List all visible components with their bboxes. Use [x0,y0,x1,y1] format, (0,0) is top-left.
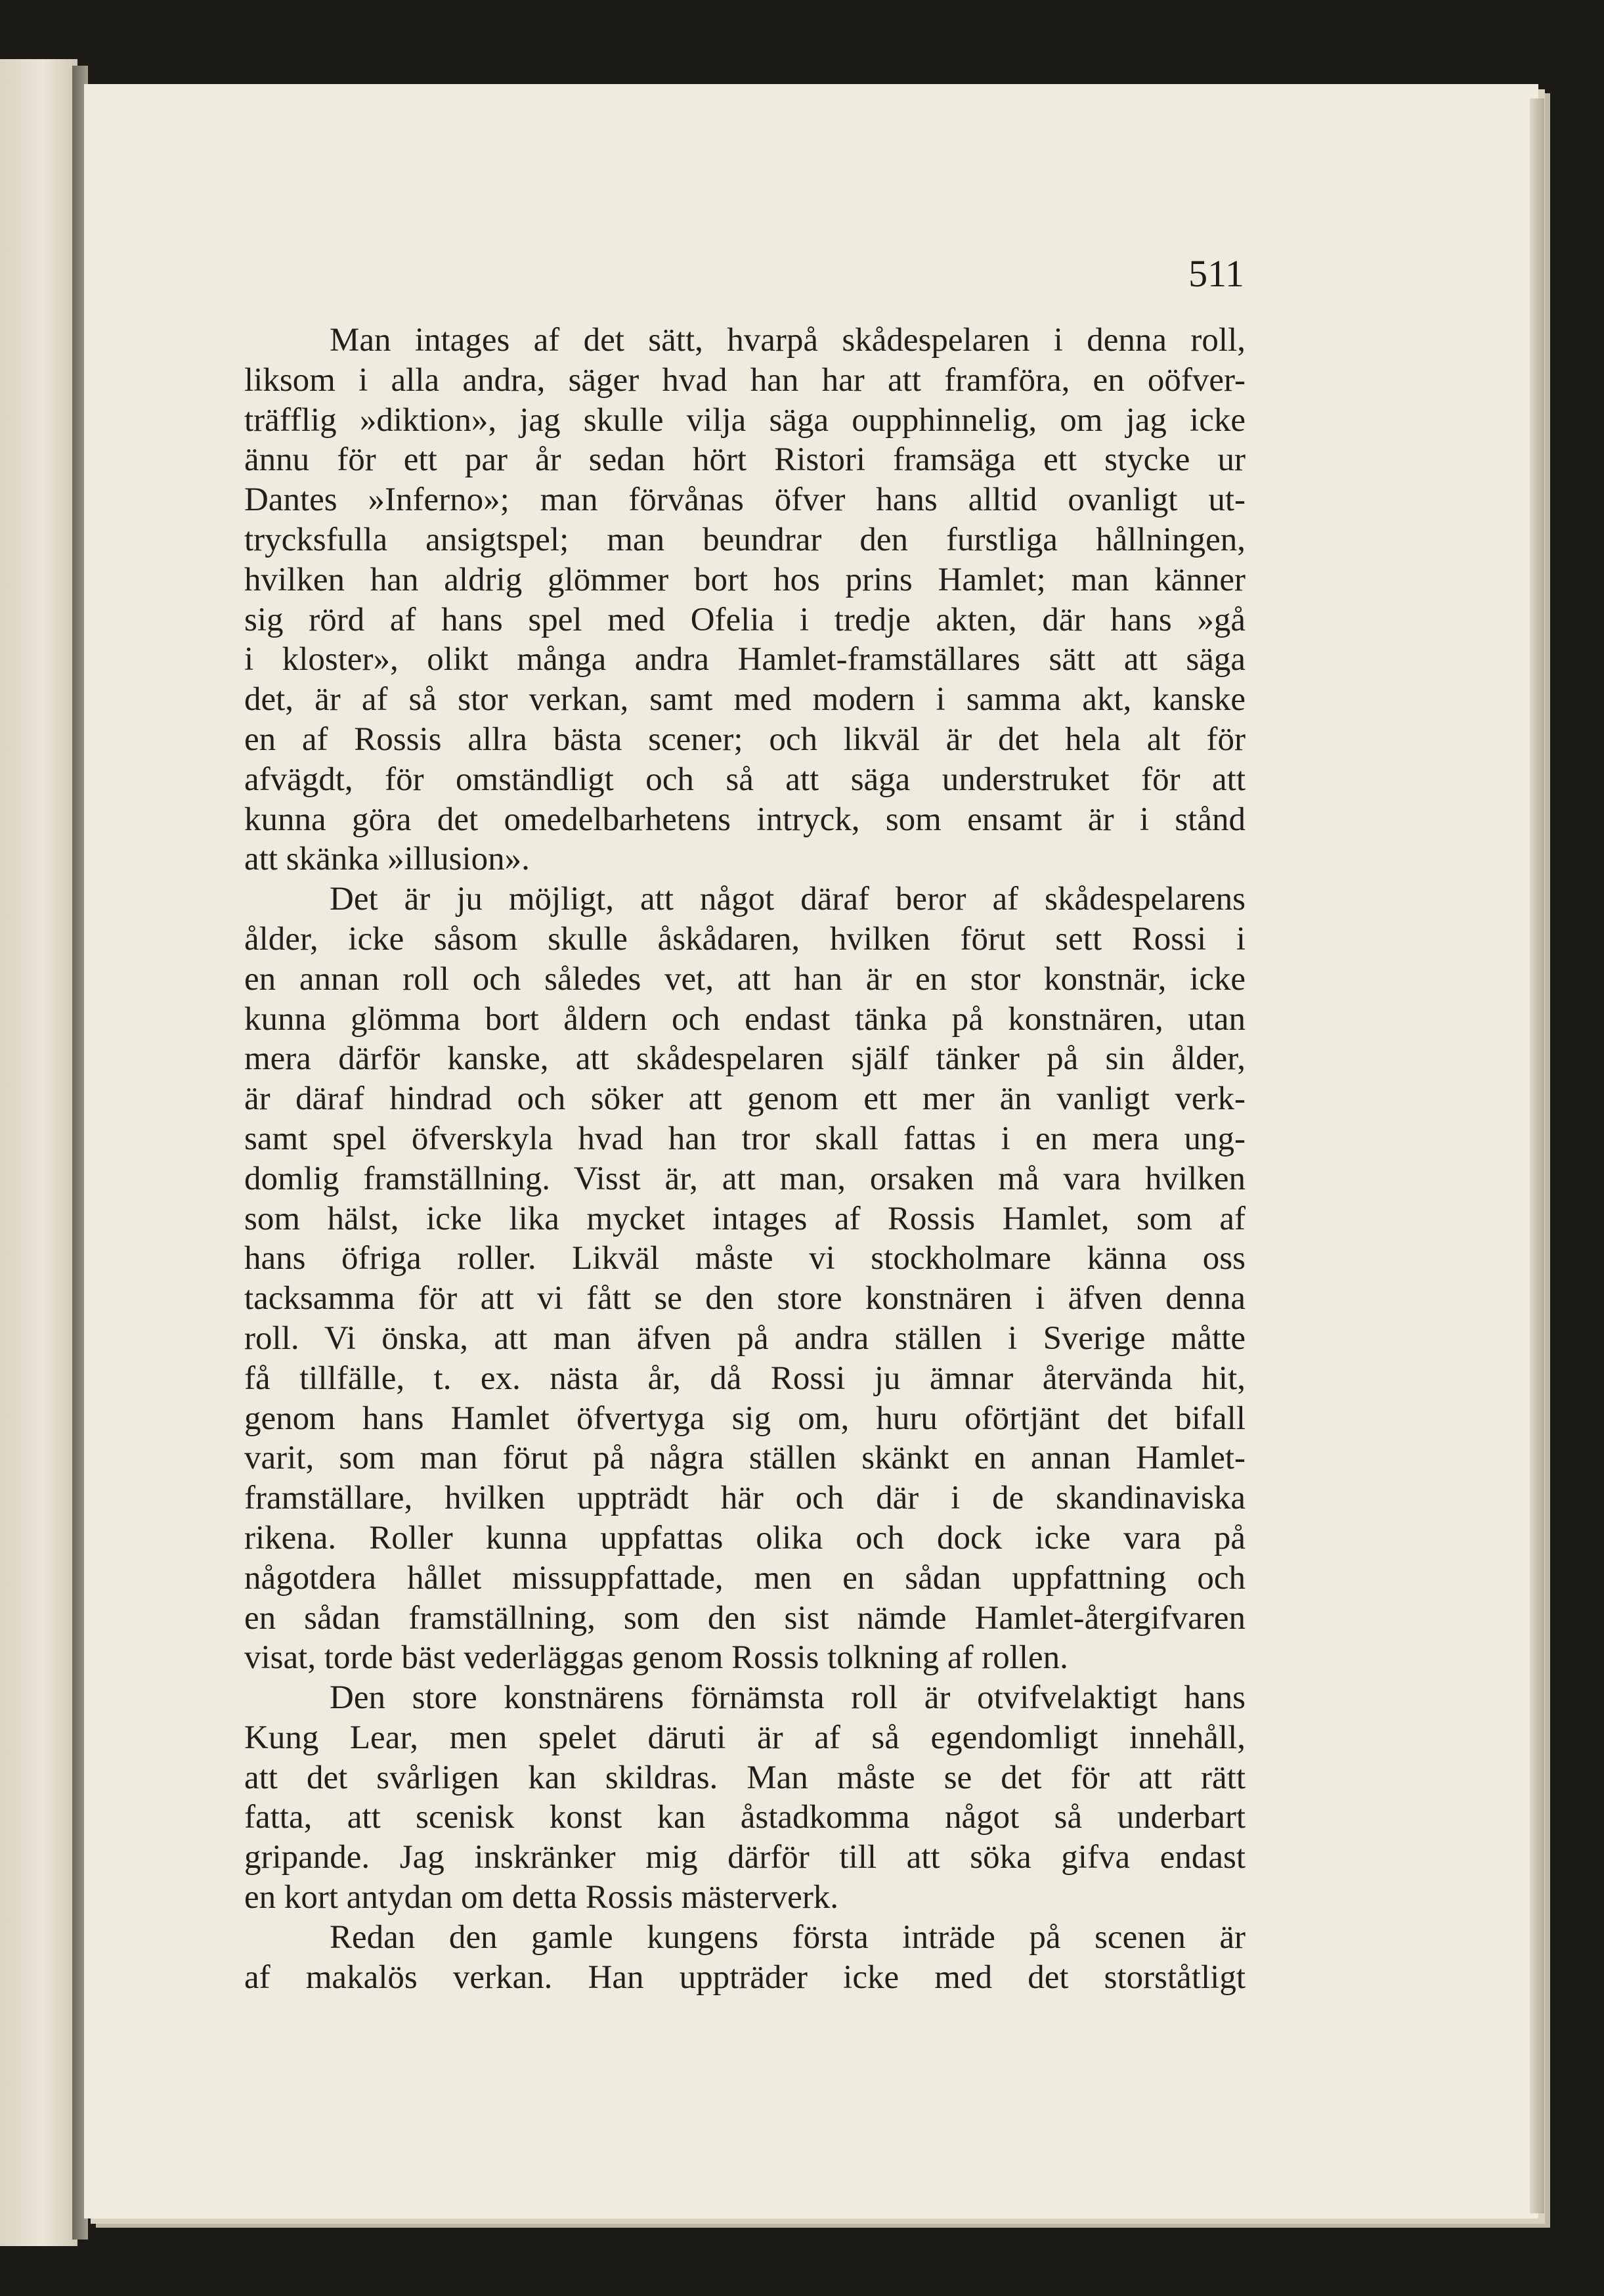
text-line: domlig framställning. Visst är, att man, orsaken må vara hvilken [244,1160,1246,1197]
text-line: Redan den gamle kungens första inträde på scenen är [330,1918,1246,1956]
text-line: Man intages af det sätt, hvarpå skådespelaren i denna roll, [330,322,1246,359]
text-line: att skänka »illusion». [244,841,530,878]
text-line: en sådan framställning, som den sist nämde Hamlet-återgifvaren [244,1599,1246,1637]
text-line: Kung Lear, men spelet däruti är af så egendomligt innehåll, [244,1719,1246,1756]
text-line: hvilken han aldrig glömmer bort hos prins Hamlet; man känner [244,561,1246,598]
text-line: som hälst, icke lika mycket intages af Rossis Hamlet, som af [244,1200,1246,1237]
text-line: Den store konstnärens förnämsta roll är otvifvelaktigt hans [330,1679,1246,1717]
text-line: tacksamma för att vi fått se den store konstnären i äfven denna [244,1280,1246,1317]
text-line: är däraf hindrad och söker att genom ett mer än vanligt verk- [244,1080,1246,1118]
text-line: liksom i alla andra, säger hvad han har att framföra, en oöfver- [244,361,1246,399]
text-line: att det svårligen kan skildras. Man måste se det för att rätt [244,1759,1246,1796]
text-line: sig rörd af hans spel med Ofelia i tredje akten, där hans »gå [244,601,1246,638]
text-line: roll. Vi önska, att man äfven på andra ställen i Sverige måtte [244,1319,1246,1357]
text-line: en kort antydan om detta Rossis mästerverk. [244,1879,839,1916]
text-line: framställare, hvilken uppträdt här och där i de skandinaviska [244,1480,1246,1517]
text-line: afvägdt, för omständligt och så att säga understruket för att [244,761,1246,798]
text-line: en af Rossis allra bästa scener; och likväl är det hela alt för [244,720,1246,758]
text-line: kunna göra det omedelbarhetens intryck, som ensamt är i stånd [244,801,1246,838]
text-line: samt spel öfverskyla hvad han tror skall fattas i en mera ung- [244,1120,1246,1157]
body-text [244,320,1246,1997]
text-line: genom hans Hamlet öfvertyga sig om, huru oförtjänt det bifall [244,1400,1246,1437]
text-line: af makalös verkan. Han uppträder icke med det storståtligt [244,1958,1246,1996]
text-line: ålder, icke såsom skulle åskådaren, hvilken förut sett Rossi i [244,920,1246,958]
text-line: fatta, att scenisk konst kan åstadkomma något så underbart [244,1799,1246,1836]
text-line: Dantes »Inferno»; man förvånas öfver hans alltid ovanligt ut- [244,481,1246,519]
text-line: trycksfulla ansigtspel; man beundrar den furstliga hållningen, [244,521,1246,558]
text-line: hans öfriga roller. Likväl måste vi stockholmare känna oss [244,1240,1246,1277]
text-line: någotdera hållet missuppfattade, men en sådan uppfattning och [244,1559,1246,1597]
text-line: kunna glömma bort åldern och endast tänka på konstnären, utan [244,1000,1246,1038]
text-line: få tillfälle, t. ex. nästa år, då Rossi ju ämnar återvända hit, [244,1359,1246,1397]
text-line: varit, som man förut på några ställen skänkt en annan Hamlet- [244,1440,1246,1477]
text-line: rikena. Roller kunna uppfattas olika och dock icke vara på [244,1519,1246,1556]
text-line: Det är ju möjligt, att något däraf beror af skådespelarens [330,881,1246,918]
text-line: träfflig »diktion», jag skulle vilja säga oupphinnelig, om jag icke [244,401,1246,439]
text-line: en annan roll och således vet, att han är en stor konstnär, icke [244,960,1246,998]
text-line: gripande. Jag inskränker mig därför till att söka gifva endast [244,1839,1246,1876]
text-line: det, är af så stor verkan, samt med modern i samma akt, kanske [244,681,1246,718]
page-edge [1530,99,1544,2213]
text-line: mera därför kanske, att skådespelaren själf tänker på sin ålder, [244,1040,1246,1078]
text-line: i kloster», olikt många andra Hamlet-framställares sätt att säga [244,641,1246,678]
text-line: ännu för ett par år sedan hört Ristori framsäga ett stycke ur [244,441,1246,479]
page-number: 511 [1188,252,1244,295]
left-page-edge [0,59,77,2246]
text-line: visat, torde bäst vederläggas genom Rossis tolkning af rollen. [244,1639,1068,1677]
